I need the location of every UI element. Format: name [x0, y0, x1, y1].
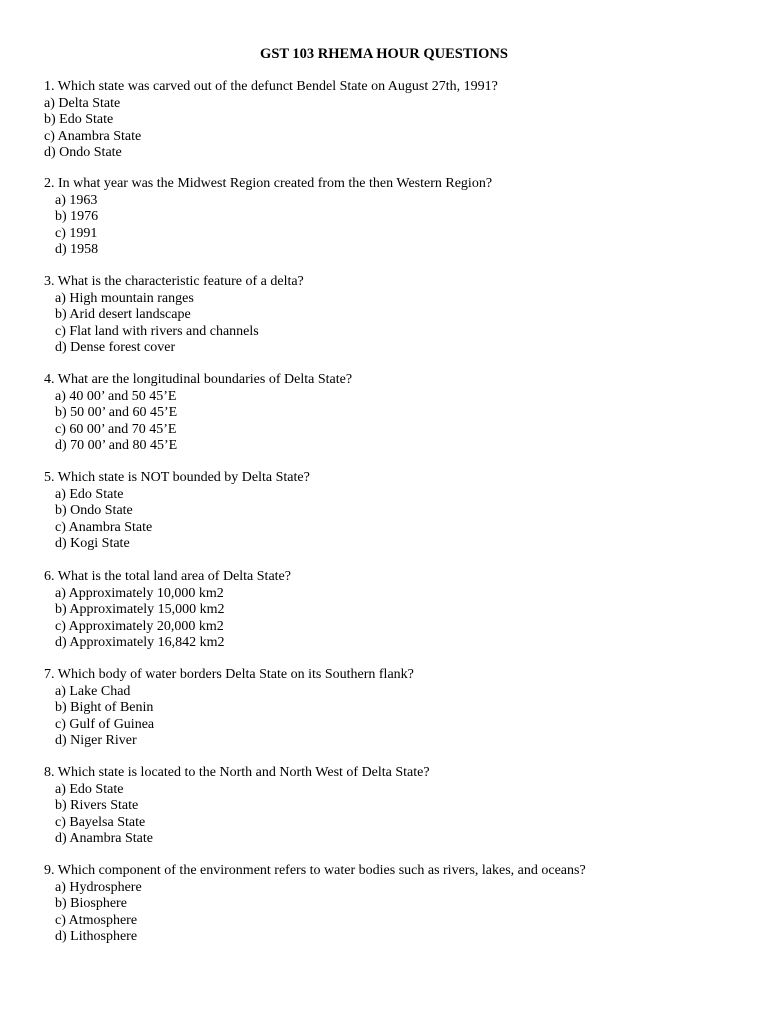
option-b: b) Arid desert landscape — [55, 307, 191, 322]
option-c: c) 1991 — [55, 225, 98, 241]
option-a: a) 40 00’ and 50 45’E — [55, 388, 177, 404]
question-text: 3. What is the characteristic feature of a delta? — [44, 274, 304, 289]
option-d: d) Kogi State — [55, 536, 130, 551]
option-d: d) Lithosphere — [55, 929, 138, 944]
question-7 — [44, 667, 744, 750]
option-c: c) Anambra State — [55, 519, 153, 535]
question-6 — [44, 569, 744, 652]
question-text: 8. Which state is located to the North and North West of Delta State? — [44, 765, 430, 780]
option-a: a) Lake Chad — [55, 683, 131, 699]
option-d: d) Niger River — [55, 733, 137, 748]
option-a: a) Delta State — [44, 95, 121, 111]
option-c: c) Bayelsa State — [55, 814, 146, 830]
option-a: a) Edo State — [55, 781, 124, 797]
option-a: a) 1963 — [55, 192, 98, 208]
option-c: c) Gulf of Guinea — [55, 716, 155, 732]
option-d: d) 70 00’ and 80 45’E — [55, 438, 178, 453]
option-b: b) Approximately 15,000 km2 — [55, 602, 225, 617]
option-d: d) 1958 — [55, 242, 99, 257]
question-1 — [44, 79, 744, 162]
option-a: a) Edo State — [55, 486, 124, 502]
option-b: b) Edo State — [44, 112, 114, 127]
question-text: 1. Which state was carved out of the defunct Bendel State on August 27th, 1991? — [44, 79, 498, 94]
option-b: b) Ondo State — [55, 503, 133, 518]
option-a: a) High mountain ranges — [55, 290, 194, 306]
option-c: c) Anambra State — [44, 128, 142, 144]
option-c: c) Approximately 20,000 km2 — [55, 618, 224, 634]
option-b: b) Biosphere — [55, 896, 127, 911]
option-a: a) Hydrosphere — [55, 879, 142, 895]
question-text: 5. Which state is NOT bounded by Delta State? — [44, 470, 310, 485]
option-a: a) Approximately 10,000 km2 — [55, 585, 224, 601]
option-d: d) Anambra State — [55, 831, 153, 846]
question-text: 4. What are the longitudinal boundaries of Delta State? — [44, 372, 353, 387]
question-text: 7. Which body of water borders Delta State on its Southern flank? — [44, 667, 414, 682]
option-b: b) 1976 — [55, 209, 99, 224]
question-text: 2. In what year was the Midwest Region created from the then Western Region? — [44, 176, 493, 191]
option-b: b) 50 00’ and 60 45’E — [55, 405, 178, 420]
question-9 — [44, 863, 744, 946]
question-5 — [44, 470, 744, 553]
option-c: c) Flat land with rivers and channels — [55, 323, 259, 339]
question-4 — [44, 372, 744, 455]
option-b: b) Rivers State — [55, 798, 139, 813]
option-d: d) Approximately 16,842 km2 — [55, 635, 225, 650]
question-2 — [44, 176, 744, 259]
option-b: b) Bight of Benin — [55, 700, 154, 715]
question-8 — [44, 765, 744, 848]
question-3 — [44, 274, 744, 357]
document-title: GST 103 RHEMA HOUR QUESTIONS — [260, 46, 508, 62]
option-d: d) Ondo State — [44, 145, 122, 160]
option-c: c) Atmosphere — [55, 912, 138, 928]
question-text: 9. Which component of the environment refers to water bodies such as rivers, lakes, and oceans? — [44, 863, 586, 878]
question-text: 6. What is the total land area of Delta State? — [44, 569, 291, 584]
option-d: d) Dense forest cover — [55, 340, 176, 355]
option-c: c) 60 00’ and 70 45’E — [55, 421, 177, 437]
